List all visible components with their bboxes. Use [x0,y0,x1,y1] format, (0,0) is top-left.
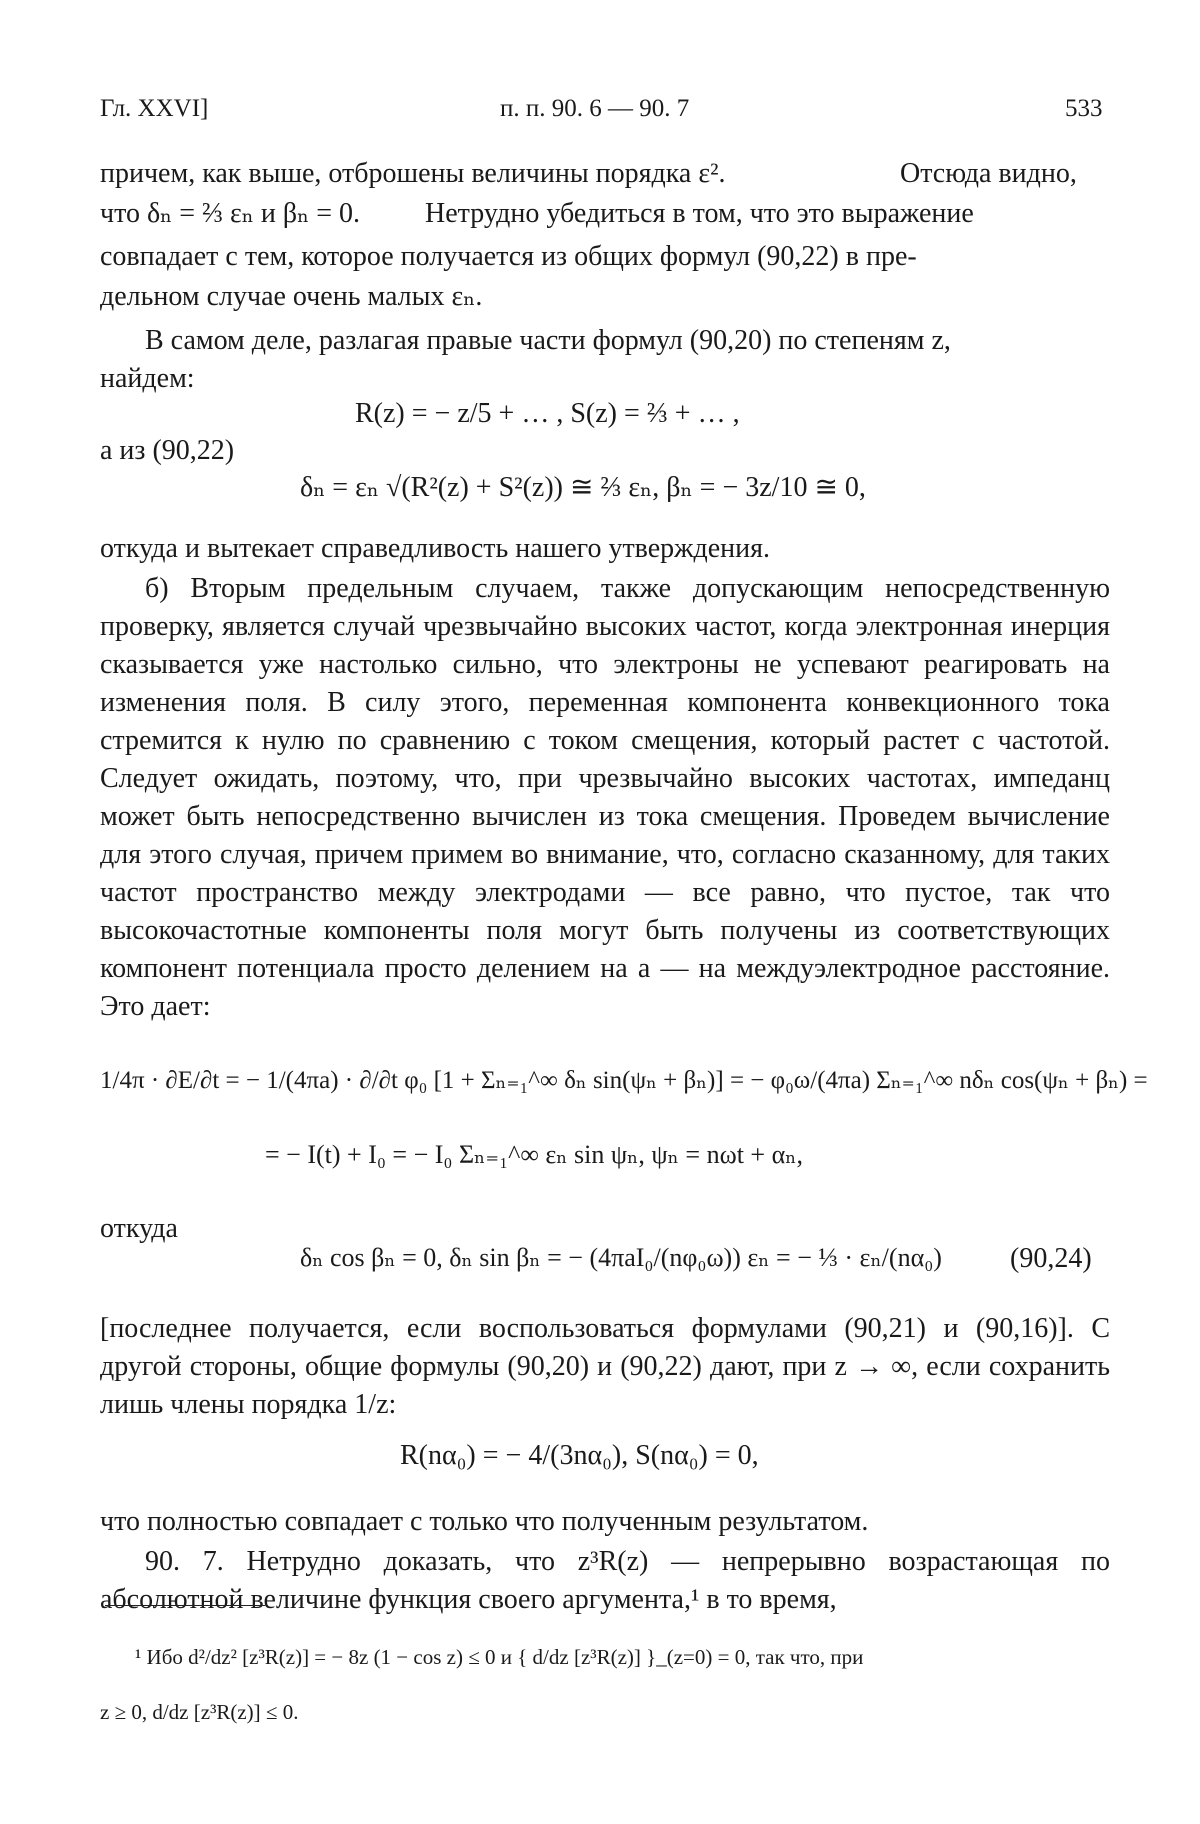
inline-formula: ⅔ εₙ и βₙ = 0. [202,198,361,229]
footnote-rule [105,1605,265,1606]
footnote-line: ¹ Ибо d²/dz² [z³R(z)] = − 8z (1 − cos z) ≤ 0 и { d/dz [z³R(z)] }_(z=0) = 0, так что, при [135,1645,864,1669]
equation-current-sum: = − I(t) + I₀ = − I₀ Σₙ₌₁^∞ εₙ sin ψₙ, ψₙ = nωt + αₙ, [265,1140,803,1169]
equation-number: (90,24) [1010,1243,1092,1274]
text-line: причем, как выше, отброшены величины порядка ε². [100,158,726,189]
running-head-chapter: Гл. XXVI] [100,95,209,122]
text-fragment: что δₙ = [100,198,203,229]
running-head-sections: п. п. 90. 6 — 90. 7 [500,95,690,122]
text-line: найдем: [100,363,195,394]
footnote-line: z ≥ 0, d/dz [z³R(z)] ≤ 0. [100,1700,299,1724]
text-line: Нетрудно убедиться в том, что это выражение [425,198,974,229]
text-line: а из (90,22) [100,435,235,466]
paragraph-high-frequency-case: б) Вторым предельным случаем, также допускающим непосредственную проверку, является случай чрезвычайно высоких частот, когда электронная инерция сказывается уже настолько сильно, что электроны не успевают реагировать на изменения поля. В силу этого, переменная компонента конвекционного тока стремится к нулю по сравнению с током смещения, который растет с частотой. Следует ожидать, поэтому, что, при чрезвычайно высоких частотах, импеданц может быть непосредственно вычислен из тока смещения. Проведем вычисление для этого случая, причем примем во внимание, что, согласно сказанному, для таких частот пространство между электродами — все равно, что пустое, так что высокочастотные компоненты поля могут быть получены из соответствующих компонент потенциала просто делением на a — на междуэлектродное расстояние. Это дает: [100,573,1110,1022]
paragraph-section-90-7: 90. 7. Нетрудно доказать, что z³R(z) — непрерывно возрастающая по абсолютной величине функция своего аргумента,¹ в то время, [100,1546,1110,1615]
page-number: 533 [1065,95,1103,122]
equation-delta-components: δₙ cos βₙ = 0, δₙ sin βₙ = − (4πaI₀/(nφ₀ω)) εₙ = − ⅓ · εₙ/(nα₀) [300,1243,942,1272]
text-line-inline-formula [100,195,360,233]
text-line: В самом деле, разлагая правые части формул (90,20) по степеням z, [145,325,951,356]
equation-displacement-current: 1/4π · ∂E/∂t = − 1/(4πa) · ∂/∂t φ₀ [1 + Σₙ₌₁^∞ δₙ sin(ψₙ + βₙ)] = − φ₀ω/(4πa) Σₙ₌₁^∞ nδₙ cos(ψₙ + βₙ) = [100,1067,1148,1094]
text-line: что полностью совпадает с только что полученным результатом. [100,1506,869,1537]
equation-r-s-limit: R(nα₀) = − 4/(3nα₀), S(nα₀) = 0, [400,1440,759,1471]
text-line: откуда и вытекает справедливость нашего утверждения. [100,533,771,564]
text-line: совпадает с тем, которое получается из общих формул (90,22) в пре- [100,241,917,272]
paragraph-general-formulas: [последнее получается, если воспользоваться формулами (90,21) и (90,16)]. С другой стороны, общие формулы (90,20) и (90,22) дают, при z → ∞, если сохранить лишь члены порядка 1/z: [100,1313,1110,1420]
text-line: Отсюда видно, [900,158,1077,189]
text-line: откуда [100,1213,178,1244]
text-line: дельном случае очень малых εₙ. [100,281,483,312]
equation-series-expansion: R(z) = − z/5 + … , S(z) = ⅔ + … , [355,398,740,429]
equation-delta-beta-limit: δₙ = εₙ √(R²(z) + S²(z)) ≅ ⅔ εₙ, βₙ = − 3z/10 ≅ 0, [300,472,866,503]
